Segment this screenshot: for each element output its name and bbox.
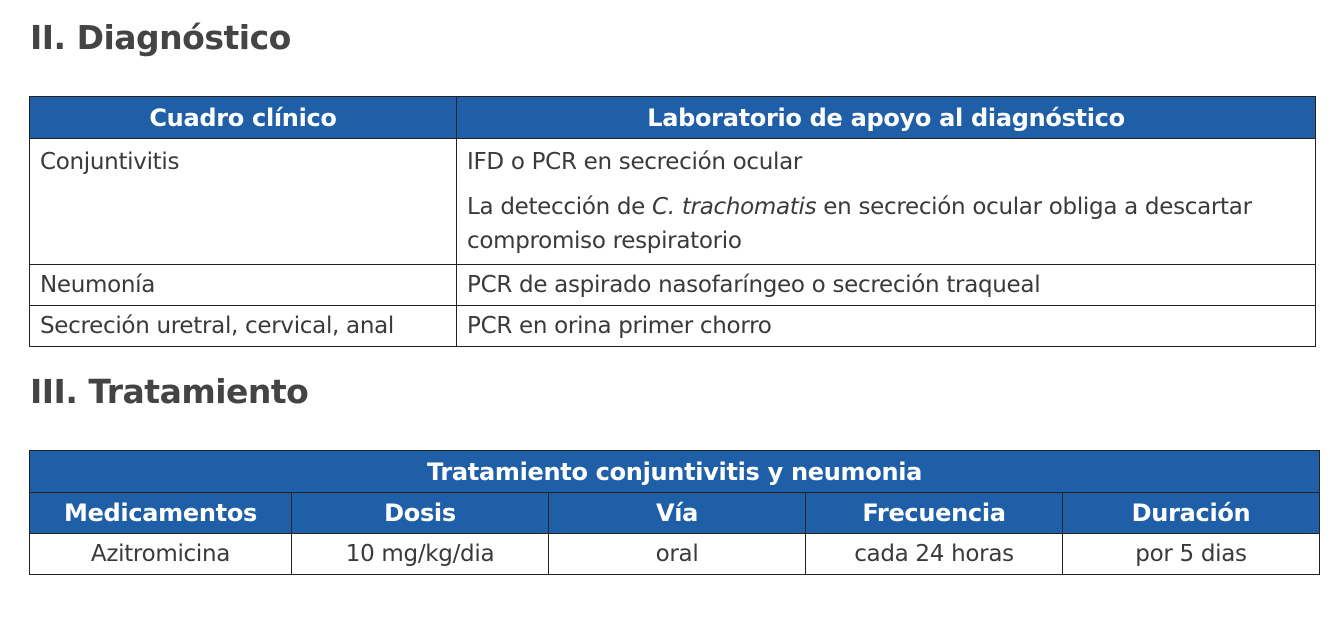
diagnostico-header-row	[30, 97, 1316, 139]
table-row	[30, 306, 1316, 347]
tratamiento-caption: Tratamiento conjuntivitis y neumonia	[30, 451, 1320, 493]
lab-note-pre: La detección de	[467, 194, 653, 220]
tratamiento-caption-row	[30, 451, 1320, 493]
tratamiento-header-row	[30, 493, 1320, 534]
laboratorio-cell	[457, 139, 1316, 265]
table-row	[30, 139, 1316, 265]
laboratorio-cell: PCR en orina primer chorro	[457, 306, 1316, 347]
lab-note-organism: C. trachomatis	[652, 194, 817, 220]
table-row	[30, 534, 1320, 575]
diagnostico-table	[29, 96, 1316, 347]
diagnostico-section-title: II. Diagnóstico	[30, 18, 291, 57]
lab-text: IFD o PCR en secreción ocular	[467, 149, 803, 175]
cuadro-cell: Neumonía	[30, 265, 457, 306]
header-frecuencia: Frecuencia	[806, 493, 1063, 534]
dosis-cell: 10 mg/kg/dia	[292, 534, 549, 575]
lab-note	[467, 190, 1305, 258]
header-duracion: Duración	[1063, 493, 1320, 534]
table-row	[30, 265, 1316, 306]
header-medicamentos: Medicamentos	[30, 493, 292, 534]
duracion-cell: por 5 dias	[1063, 534, 1320, 575]
tratamiento-section-title: III. Tratamiento	[30, 372, 309, 411]
via-cell: oral	[549, 534, 806, 575]
header-dosis: Dosis	[292, 493, 549, 534]
cuadro-cell: Conjuntivitis	[30, 139, 457, 265]
lab-note-post: en secreción ocular obliga a descartar compromiso respiratorio	[467, 194, 1252, 254]
tratamiento-table	[29, 450, 1320, 575]
laboratorio-cell: PCR de aspirado nasofaríngeo o secreción traqueal	[457, 265, 1316, 306]
medicamento-cell: Azitromicina	[30, 534, 292, 575]
header-via: Vía	[549, 493, 806, 534]
header-cuadro-clinico: Cuadro clínico	[30, 97, 457, 139]
cuadro-cell: Secreción uretral, cervical, anal	[30, 306, 457, 347]
header-laboratorio: Laboratorio de apoyo al diagnóstico	[457, 97, 1316, 139]
frecuencia-cell: cada 24 horas	[806, 534, 1063, 575]
